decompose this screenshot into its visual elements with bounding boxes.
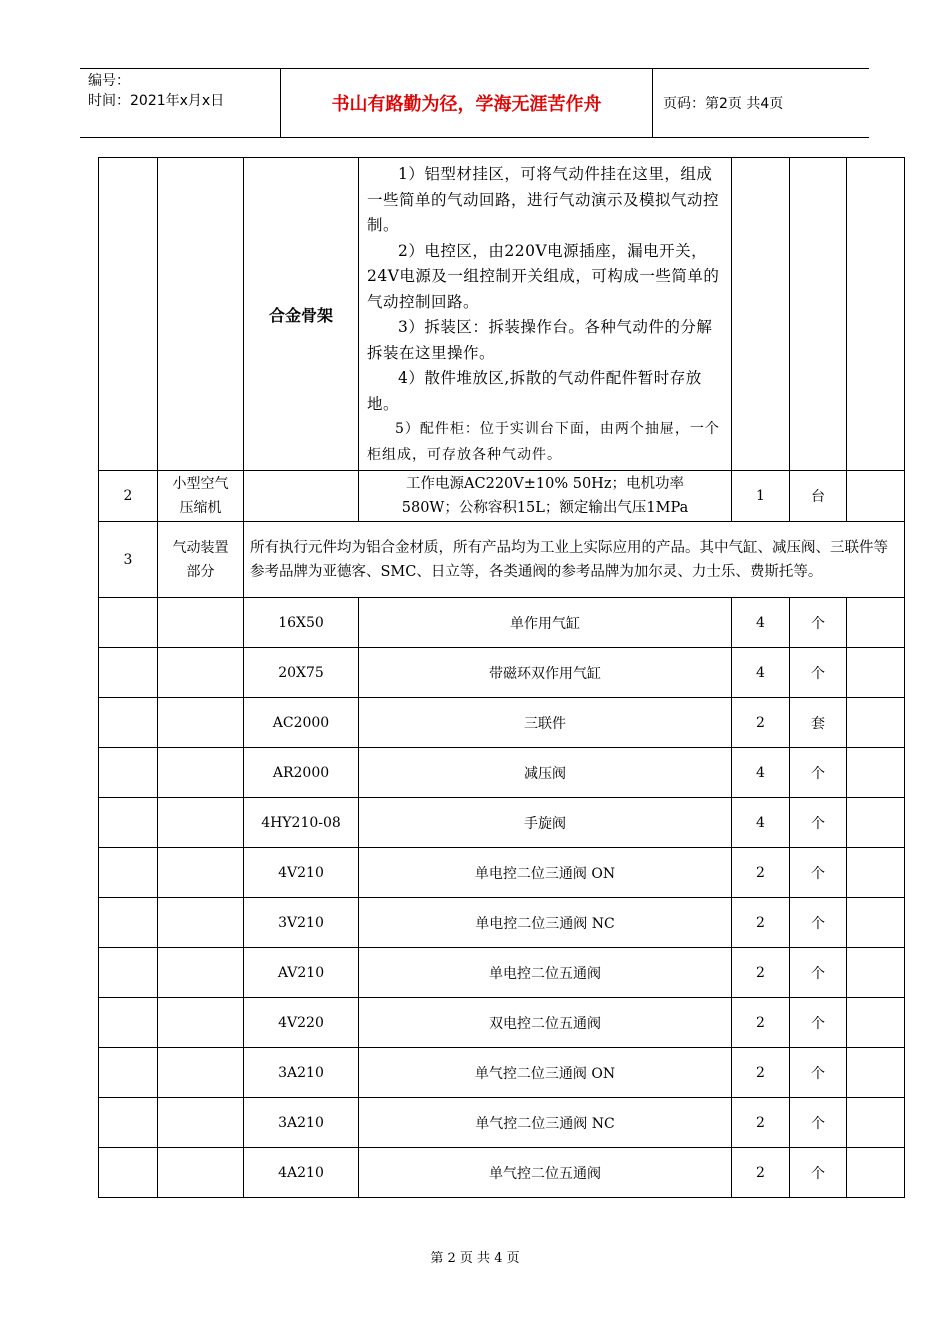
- table-row: [99, 748, 905, 798]
- item-model: AV210: [244, 948, 359, 998]
- item-note: [847, 1048, 905, 1098]
- compressor-qty: 1: [732, 471, 790, 522]
- table-row: [99, 898, 905, 948]
- page-footer: 第 2 页 共 4 页: [430, 1251, 520, 1266]
- pneumatic-name: [158, 522, 244, 598]
- table-row: [99, 1098, 905, 1148]
- compressor-note: [847, 471, 905, 522]
- item-category: [158, 898, 244, 948]
- compressor-spec-line1: 工作电源AC220V±10% 50Hz；电机功率: [406, 476, 684, 492]
- item-category: [158, 598, 244, 648]
- frame-qty-cell: [732, 158, 790, 471]
- item-name: 减压阀: [359, 748, 732, 798]
- item-model: 20X75: [244, 648, 359, 698]
- code-label: 编号：: [88, 73, 130, 89]
- item-unit: 个: [790, 798, 847, 848]
- item-category: [158, 648, 244, 698]
- item-note: [847, 1098, 905, 1148]
- item-unit: 个: [790, 648, 847, 698]
- item-unit: 套: [790, 698, 847, 748]
- table-row: [99, 798, 905, 848]
- table-row: [99, 598, 905, 648]
- table-row: [99, 648, 905, 698]
- item-rows: [99, 598, 905, 1198]
- compressor-spec: [359, 471, 732, 522]
- item-qty: 4: [732, 748, 790, 798]
- item-name: 双电控二位五通阀: [359, 998, 732, 1048]
- item-category: [158, 1148, 244, 1198]
- item-no: [99, 848, 158, 898]
- item-name: 单电控二位五通阀: [359, 948, 732, 998]
- time-label: 时间：2021年x月x日: [88, 93, 225, 109]
- item-qty: 2: [732, 848, 790, 898]
- item-category: [158, 798, 244, 848]
- item-name: 单气控二位三通阀 NC: [359, 1098, 732, 1148]
- item-qty: 2: [732, 698, 790, 748]
- item-model: 4V210: [244, 848, 359, 898]
- item-qty: 2: [732, 1048, 790, 1098]
- compressor-no: 2: [99, 471, 158, 522]
- item-model: 3V210: [244, 898, 359, 948]
- item-model: 4A210: [244, 1148, 359, 1198]
- item-name: 单电控二位三通阀 ON: [359, 848, 732, 898]
- item-category: [158, 848, 244, 898]
- compressor-name: [158, 471, 244, 522]
- item-model: 3A210: [244, 1048, 359, 1098]
- frame-description: [359, 158, 732, 471]
- item-model: 4V220: [244, 998, 359, 1048]
- item-name: 单作用气缸: [359, 598, 732, 648]
- item-no: [99, 798, 158, 848]
- item-no: [99, 598, 158, 648]
- item-qty: 2: [732, 1098, 790, 1148]
- item-note: [847, 848, 905, 898]
- item-category: [158, 998, 244, 1048]
- compressor-name-line2: 压缩机: [179, 500, 222, 516]
- item-note: [847, 748, 905, 798]
- item-no: [99, 898, 158, 948]
- item-model: AR2000: [244, 748, 359, 798]
- frame-paragraph-5: 5）配件柜：位于实训台下面，由两个抽屉，一个柜组成，可存放各种气动件。: [367, 421, 720, 463]
- pneumatic-name-line2: 部分: [186, 563, 215, 580]
- item-unit: 个: [790, 598, 847, 648]
- compressor-model: [244, 471, 359, 522]
- item-unit: 个: [790, 748, 847, 798]
- item-model: 4HY210-08: [244, 798, 359, 848]
- item-category: [158, 698, 244, 748]
- item-unit: 个: [790, 1048, 847, 1098]
- item-category: [158, 748, 244, 798]
- item-model: 3A210: [244, 1098, 359, 1148]
- item-unit: 个: [790, 998, 847, 1048]
- item-category: [158, 1098, 244, 1148]
- item-name: 单气控二位三通阀 ON: [359, 1048, 732, 1098]
- item-note: [847, 998, 905, 1048]
- item-no: [99, 1148, 158, 1198]
- item-unit: 个: [790, 1098, 847, 1148]
- item-unit: 个: [790, 1148, 847, 1198]
- item-unit: 个: [790, 848, 847, 898]
- frame-paragraph-4: 4）散件堆放区,拆散的气动件配件暂时存放地。: [367, 369, 702, 413]
- item-no: [99, 1048, 158, 1098]
- header-meta: [80, 69, 281, 137]
- item-no: [99, 748, 158, 798]
- item-qty: 4: [732, 598, 790, 648]
- item-qty: 2: [732, 998, 790, 1048]
- frame-paragraph-1: 1）铝型材挂区，可将气动件挂在这里，组成一些简单的气动回路，进行气动演示及模拟气动控制。: [367, 165, 720, 234]
- table-row: [99, 698, 905, 748]
- item-note: [847, 598, 905, 648]
- table-row: [99, 948, 905, 998]
- compressor-unit: 台: [790, 471, 847, 522]
- item-unit: 个: [790, 898, 847, 948]
- compressor-spec-line2: 580W；公称容积15L；额定输出气压1MPa: [401, 500, 689, 516]
- compressor-name-line1: 小型空气: [172, 476, 229, 492]
- frame-paragraph-2: 2）电控区，由220V电源插座，漏电开关，24V电源及一组控制开关组成，可构成一些简单的气动控制回路。: [367, 241, 720, 311]
- frame-no-cell: [99, 158, 158, 471]
- frame-title: 合金骨架: [244, 158, 359, 471]
- item-qty: 2: [732, 1148, 790, 1198]
- item-unit: 个: [790, 948, 847, 998]
- frame-row: [99, 158, 905, 471]
- item-name: 手旋阀: [359, 798, 732, 848]
- item-no: [99, 698, 158, 748]
- item-name: 单电控二位三通阀 NC: [359, 898, 732, 948]
- equipment-table: [98, 157, 905, 1198]
- header-page-info: 页码：第2页 共4页: [663, 96, 784, 112]
- item-model: 16X50: [244, 598, 359, 648]
- frame-paragraph-3: 3）拆装区：拆装操作台。各种气动件的分解拆装在这里操作。: [367, 318, 713, 362]
- item-note: [847, 648, 905, 698]
- item-note: [847, 698, 905, 748]
- pneumatic-name-line1: 气动装置: [172, 539, 229, 556]
- item-note: [847, 798, 905, 848]
- item-no: [99, 648, 158, 698]
- item-qty: 4: [732, 648, 790, 698]
- item-note: [847, 1148, 905, 1198]
- table-row: [99, 848, 905, 898]
- item-qty: 2: [732, 898, 790, 948]
- item-no: [99, 998, 158, 1048]
- item-qty: 2: [732, 948, 790, 998]
- header-motto: 书山有路勤为径，学海无涯苦作舟: [281, 69, 653, 137]
- table-row: [99, 998, 905, 1048]
- frame-unit-cell: [790, 158, 847, 471]
- page-header: [80, 68, 869, 138]
- item-note: [847, 948, 905, 998]
- item-name: 单气控二位五通阀: [359, 1148, 732, 1198]
- frame-name-cell: [158, 158, 244, 471]
- table-row: [99, 1048, 905, 1098]
- item-category: [158, 1048, 244, 1098]
- pneumatic-row: [99, 522, 905, 598]
- pneumatic-description: 所有执行元件均为铝合金材质，所有产品均为工业上实际应用的产品。其中气缸、减压阀、三联件等参考品牌为亚德客、SMC、日立等，各类通阀的参考品牌为加尔灵、力士乐、费斯托等。: [244, 522, 905, 598]
- item-name: 带磁环双作用气缸: [359, 648, 732, 698]
- item-qty: 4: [732, 798, 790, 848]
- item-note: [847, 898, 905, 948]
- frame-note-cell: [847, 158, 905, 471]
- item-no: [99, 948, 158, 998]
- item-name: 三联件: [359, 698, 732, 748]
- item-model: AC2000: [244, 698, 359, 748]
- table-row: [99, 1148, 905, 1198]
- item-no: [99, 1098, 158, 1148]
- pneumatic-no: 3: [99, 522, 158, 598]
- item-category: [158, 948, 244, 998]
- compressor-row: [99, 471, 905, 522]
